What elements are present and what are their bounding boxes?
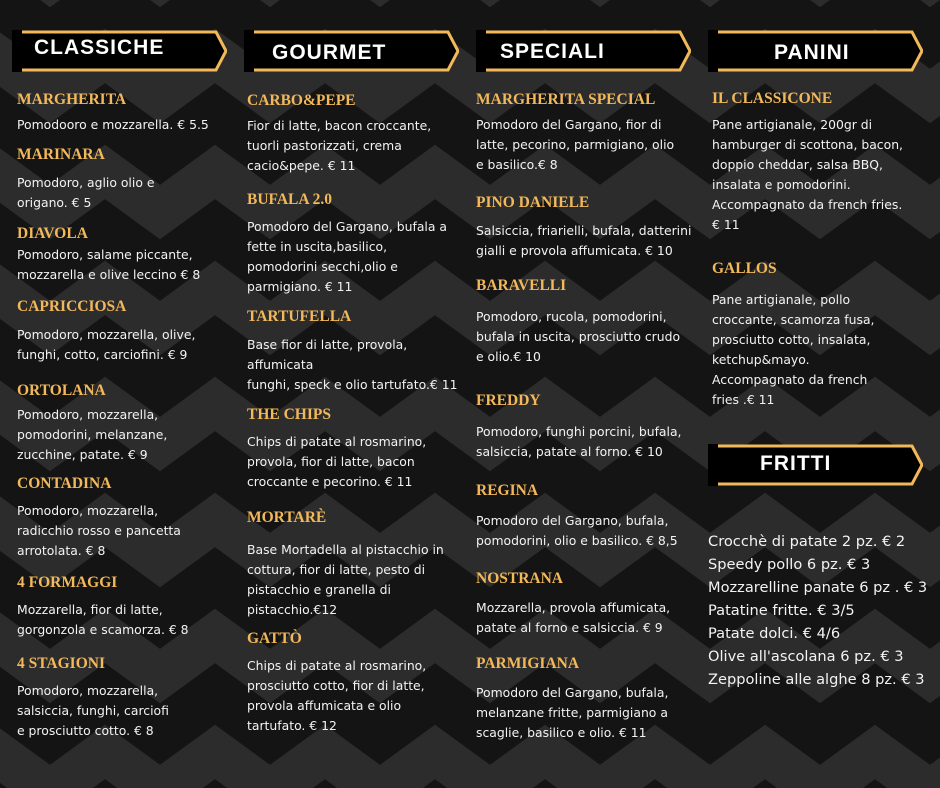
menu-item bbox=[712, 260, 938, 410]
item-name: CARBO&PEPE bbox=[247, 92, 356, 109]
item-description: Pomodoro del Gargano, bufala a fette in uscita,basilico, pomodorini secchi,olio e parmigiano. € 11 bbox=[247, 219, 447, 294]
item-description: Pomodoro, rucola, pomodorini, bufala in uscita, prosciutto crudo e olio.€ 10 bbox=[476, 309, 681, 364]
fritti-item: Speedy pollo 6 pz. € 3 bbox=[708, 556, 871, 573]
menu-item bbox=[17, 382, 243, 465]
item-name: 4 STAGIONI bbox=[17, 655, 105, 672]
item-name: MARINARA bbox=[17, 146, 105, 163]
item-description: Chips di patate al rosmarino, prosciutto cotto, fior di latte, provola affumicata e olio tartufato. € 12 bbox=[247, 658, 427, 733]
menu-item bbox=[247, 92, 473, 176]
item-description: Pomodooro e mozzarella. € 5.5 bbox=[17, 117, 209, 132]
section-title: GOURMET bbox=[272, 41, 387, 64]
menu-item bbox=[247, 630, 473, 736]
item-name: GATTÒ bbox=[247, 630, 302, 647]
item-name: DIAVOLA bbox=[17, 225, 88, 242]
column-panini bbox=[708, 0, 938, 788]
item-name: IL CLASSICONE bbox=[712, 90, 833, 107]
item-name: PARMIGIANA bbox=[476, 655, 580, 672]
item-description: Fior di latte, bacon croccante, tuorli pastorizzati, crema cacio&pepe. € 11 bbox=[247, 118, 432, 173]
item-description: Pomodoro, mozzarella, olive, funghi, cotto, carciofini. € 9 bbox=[17, 327, 196, 362]
item-description: Chips di patate al rosmarino, provola, fior di latte, bacon croccante e pecorino. € 11 bbox=[247, 434, 427, 489]
section-title: FRITTI bbox=[760, 452, 832, 475]
menu-item bbox=[17, 655, 243, 741]
item-description: Base fior di latte, provola, affumicata funghi, speck e olio tartufato.€ 11 bbox=[247, 337, 458, 392]
banner-classiche bbox=[12, 30, 227, 72]
item-description: Pomodoro del Gargano, fior di latte, pecorino, parmigiano, olio e basilico.€ 8 bbox=[476, 117, 675, 172]
item-name: MARGHERITA SPECIAL bbox=[476, 91, 656, 108]
menu-item bbox=[476, 570, 702, 638]
item-name: TARTUFELLA bbox=[247, 308, 352, 325]
item-name: GALLOS bbox=[712, 260, 777, 277]
menu-item bbox=[247, 406, 473, 492]
menu-item bbox=[247, 191, 473, 297]
item-description: Pomodoro, aglio olio e origano. € 5 bbox=[17, 175, 155, 210]
menu-item bbox=[17, 225, 243, 285]
menu-item bbox=[712, 90, 938, 235]
column-gourmet bbox=[244, 0, 474, 788]
section-title: CLASSICHE bbox=[34, 36, 165, 59]
item-description: Salsiccia, friarielli, bufala, datterini gialli e provola affumicata. € 10 bbox=[476, 223, 692, 258]
banner-gourmet bbox=[244, 30, 459, 72]
item-name: FREDDY bbox=[476, 392, 541, 409]
item-name: CAPRICCIOSA bbox=[17, 298, 127, 315]
banner-fritti bbox=[708, 444, 923, 486]
column-speciali bbox=[476, 0, 706, 788]
menu-item bbox=[17, 298, 243, 365]
item-description: Pomodoro, funghi porcini, bufala, salsiccia, patate al forno. € 10 bbox=[476, 424, 682, 459]
column-classiche bbox=[12, 0, 242, 788]
section-title: PANINI bbox=[774, 41, 850, 64]
menu-item bbox=[17, 475, 243, 561]
fritti-item: Zeppoline alle alghe 8 pz. € 3 bbox=[708, 671, 925, 688]
menu-item bbox=[476, 277, 702, 367]
menu-item bbox=[17, 574, 243, 640]
item-description: Mozzarella, fior di latte, gorgonzola e scamorza. € 8 bbox=[17, 602, 189, 637]
menu-item bbox=[247, 308, 473, 395]
item-description: Pane artigianale, 200gr di hamburger di scottona, bacon, doppio cheddar, salsa BBQ, insalata e pomodorini. Accompagnato da french fries. € 11 bbox=[712, 117, 903, 232]
item-name: 4 FORMAGGI bbox=[17, 574, 118, 591]
item-description: Base Mortadella al pistacchio in cottura, fior di latte, pesto di pistacchio e granella di pistacchio.€12 bbox=[247, 542, 444, 617]
menu-item bbox=[476, 392, 702, 462]
item-name: NOSTRANA bbox=[476, 570, 563, 587]
item-description: Mozzarella, provola affumicata, patate al forno e salsiccia. € 9 bbox=[476, 600, 671, 635]
item-description: Pomodoro del Gargano, bufala, melanzane fritte, parmigiano a scaglie, basilico e olio. € 11 bbox=[476, 685, 669, 740]
menu-item bbox=[476, 91, 702, 175]
fritti-item: Olive all'ascolana 6 pz. € 3 bbox=[708, 648, 904, 665]
item-name: BARAVELLI bbox=[476, 277, 567, 294]
item-description: Pomodoro, mozzarella, radicchio rosso e pancetta arrotolata. € 8 bbox=[17, 503, 181, 558]
item-description: Pomodoro, mozzarella, pomodorini, melanzane, zucchine, patate. € 9 bbox=[17, 407, 168, 462]
item-name: MARGHERITA bbox=[17, 91, 127, 108]
menu-item bbox=[476, 194, 702, 261]
fritti-item: Patate dolci. € 4/6 bbox=[708, 625, 841, 642]
banner-speciali bbox=[476, 30, 691, 72]
section-title: SPECIALI bbox=[500, 40, 605, 63]
banner-panini bbox=[708, 30, 923, 72]
item-name: PINO DANIELE bbox=[476, 194, 590, 211]
menu-item bbox=[476, 655, 702, 743]
item-name: ORTOLANA bbox=[17, 382, 106, 399]
item-description: Pomodoro, mozzarella, salsiccia, funghi, carciofi e prosciutto cotto. € 8 bbox=[17, 683, 169, 738]
menu-item bbox=[17, 146, 243, 213]
item-name: BUFALA 2.0 bbox=[247, 191, 332, 208]
fritti-item: Patatine fritte. € 3/5 bbox=[708, 602, 855, 619]
item-name: REGINA bbox=[476, 482, 539, 499]
item-name: CONTADINA bbox=[17, 475, 112, 492]
menu-item bbox=[476, 482, 702, 551]
fritti-item: Mozzarelline panate 6 pz . € 3 bbox=[708, 579, 928, 596]
item-name: THE CHIPS bbox=[247, 406, 331, 423]
item-description: Pomodoro del Gargano, bufala, pomodorini, olio e basilico. € 8,5 bbox=[476, 513, 678, 548]
item-description: Pomodoro, salame piccante, mozzarella e olive leccino € 8 bbox=[17, 247, 201, 282]
item-description: Pane artigianale, pollo croccante, scamorza fusa, prosciutto cotto, insalata, ketchup&mayo. Accompagnato da french fries .€ 11 bbox=[712, 292, 875, 407]
fritti-item: Crocchè di patate 2 pz. € 2 bbox=[708, 533, 906, 550]
menu-item bbox=[17, 91, 243, 135]
menu-item bbox=[247, 509, 473, 620]
item-name: MORTARÈ bbox=[247, 509, 327, 526]
